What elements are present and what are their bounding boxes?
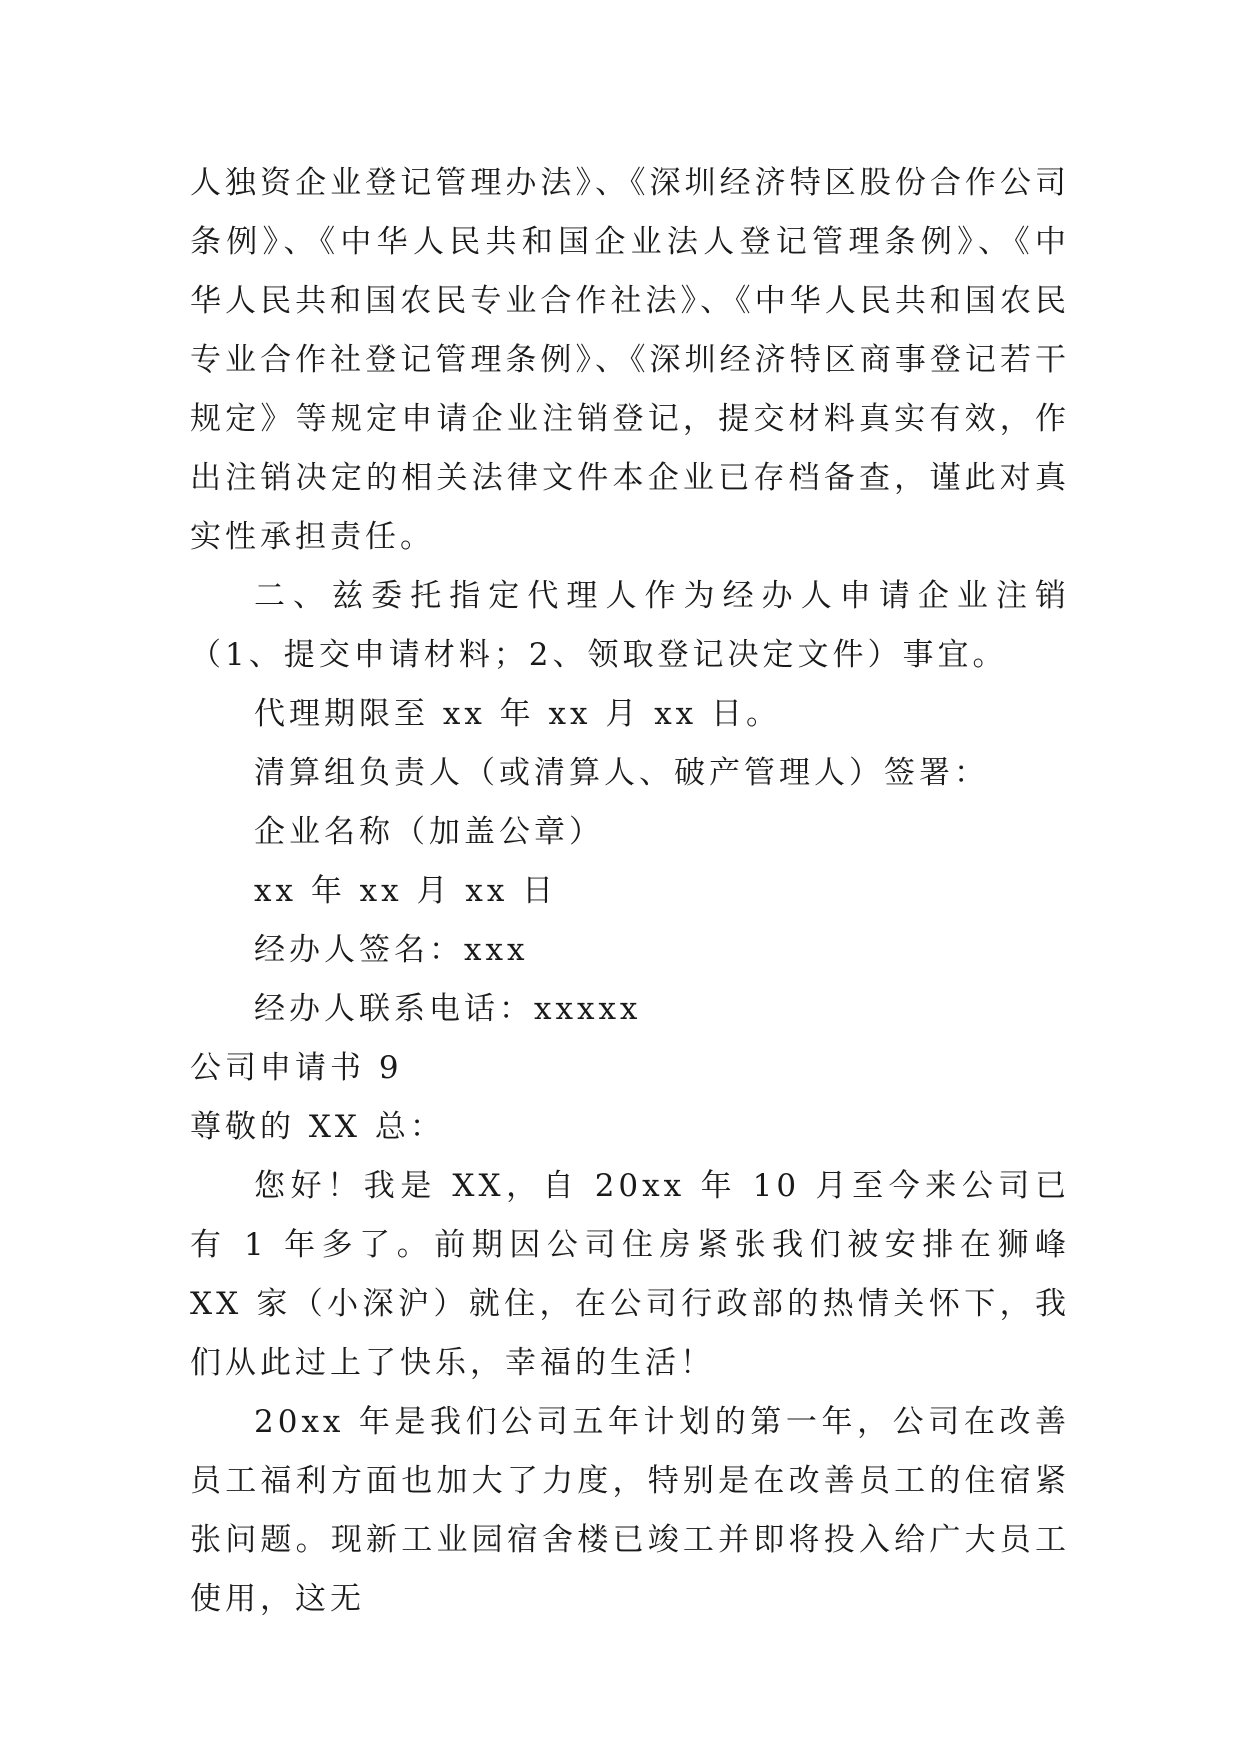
salutation-line: 尊敬的 XX 总：: [190, 1109, 445, 1145]
paragraph-registration-statement: 人独资企业登记管理办法》、《深圳经济特区股份合作公司条例》、《中华人民共和国企业法人登记管理条例》、《中华人民共和国农民专业合作社法》、《中华人民共和国农民专业合作社登记管理条例》、《深圳经济特区商事登记若干规定》等规定申请企业注销登记，提交材料真实有效，作出注销决定的相关法律文件本企业已存档备查，谨此对真实性承担责任。: [190, 165, 1070, 555]
agency-period-line: 代理期限至 xx 年 xx 月 xx 日。: [254, 696, 782, 732]
handler-phone-line: 经办人联系电话：xxxxx: [254, 991, 642, 1027]
liquidation-signature-line: 清算组负责人（或清算人、破产管理人）签署：: [254, 755, 989, 791]
company-name-line: 企业名称（加盖公章）: [254, 814, 604, 850]
date-line: xx 年 xx 月 xx 日: [254, 873, 558, 909]
paragraph-greeting: 您好！我是 XX，自 20xx 年 10 月至今来公司已有 1 年多了。前期因公司住房紧张我们被安排在狮峰 XX 家（小深沪）就住，在公司行政部的热情关怀下，我们从此过上了快乐，幸福的生活！: [190, 1168, 1070, 1381]
paragraph-entrust-agent: 二、兹委托指定代理人作为经办人申请企业注销（1、提交申请材料；2、领取登记决定文件）事宜。: [190, 578, 1070, 673]
paragraph-dormitory: 20xx 年是我们公司五年计划的第一年，公司在改善员工福利方面也加大了力度，特别是在改善员工的住宿紧张问题。现新工业园宿舍楼已竣工并即将投入给广大员工使用，这无: [190, 1404, 1070, 1617]
section-heading: 公司申请书 9: [190, 1050, 403, 1086]
handler-signature-line: 经办人签名：xxx: [254, 932, 529, 968]
document-body: [190, 154, 1070, 1629]
